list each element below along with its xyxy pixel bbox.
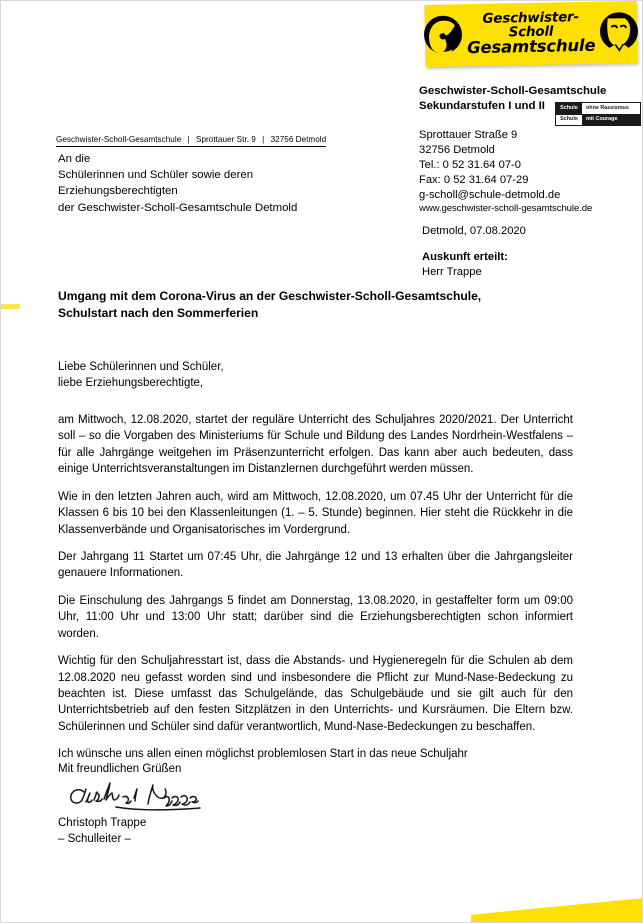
recipient-line-4: der Geschwister-Scholl-Gesamtschule Detmold <box>58 201 298 214</box>
recipient-address <box>58 151 297 216</box>
school-name-line-2: Sekundarstufen I und II <box>419 100 545 113</box>
sender-separator-1: | <box>187 135 190 144</box>
address-street: Sprottauer Straße 9 <box>419 129 518 142</box>
email-address: g-scholl@schule-detmold.de <box>419 188 561 201</box>
accent-shape-bottom-right <box>471 896 643 922</box>
phone-number: Tel.: 0 52 31.64 07-0 <box>419 158 522 171</box>
letter-closing <box>58 761 220 848</box>
letter-body <box>58 359 573 774</box>
recipient-line-3: Erziehungsberechtigten <box>58 185 178 198</box>
body-paragraph-2: Wie in den letzten Jahren auch, wird am Mittwoch, 12.08.2020, um 07.45 Uhr der Unterricht für die Klassen 6 bis 10 bei den Klassenleitungen (1. – 5. Stunde) beginnen. Hier steht die Rückkehr in die Klassenverbände und Organisatorisches im Vordergrund. <box>58 490 573 536</box>
letter-date: Detmold, 07.08.2020 <box>422 225 526 238</box>
scholl-portrait-right-icon <box>599 10 640 55</box>
accent-bar-left <box>1 304 20 309</box>
salutation-line-2: liebe Erziehungsberechtigte, <box>58 377 204 390</box>
badge-row2-value: mit Courage <box>582 115 640 126</box>
website-url: www.geschwister-scholl-gesamtschule.de <box>419 202 593 214</box>
contact-person-label: Auskunft erteilt: <box>422 251 508 264</box>
school-name-line-1: Geschwister-Scholl-Gesamtschule <box>419 85 607 97</box>
body-paragraph-1: am Mittwoch, 12.08.2020, startet der reguläre Unterricht des Schuljahres 2020/2021. Der Unterricht soll – so die Vorgaben des Ministeriums für Schule und Bildung des Landes Nordrhein-Westfalens – für alle Jahrgänge weitgehen im Präsenzunterricht erfolgen. Das kann aber auch bedeuten, dass einige Unterrichtsveranstaltungen im Distanzlernen durchgeführt werden müssen. <box>58 413 573 476</box>
salutation-line-1: Liebe Schülerinnen und Schüler, <box>58 361 224 373</box>
logo-line-2: Gesamtschule <box>466 36 596 58</box>
contact-person-name: Herr Trappe <box>422 266 482 279</box>
body-paragraph-5: Wichtig für den Schuljahresstart ist, dass die Abstands- und Hygieneregeln für die Schulen ab dem 12.08.2020 neu gefasst worden sind und insbesondere die Pflicht zur Mund-Nase-Bedeckung zu beachten ist. Diese umfasst das Schulgelände, das Schulgebäude und sie gilt auch für den Unterrichtsbetrieb auf den festen Sitzplätzen in den Unterrichts- und Kursräumen. Die Eltern bzw. Schülerinnen und Schüler sind dafür verantwortlich, Mund-Nase-Bedeckungen zu beschaffen. <box>58 655 573 733</box>
sender-return-address <box>56 135 326 147</box>
subject-line-2: Schulstart nach den Sommerferien <box>58 306 259 321</box>
letter-subject <box>58 288 573 323</box>
salutation <box>58 359 573 392</box>
school-logo <box>424 1 637 67</box>
badge-row1-key: Schule <box>556 103 582 114</box>
body-paragraph-4: Die Einschulung des Jahrgangs 5 findet am Donnerstag, 13.08.2020, in gestaffelter form um 09:00 Uhr, 11:00 Uhr und 13:00 Uhr statt; darüber sind die Erziehungsberechtigten schon informiert worden. <box>58 594 573 640</box>
handwritten-signature-icon <box>60 780 220 814</box>
recipient-line-1: An die <box>58 153 91 165</box>
sender-part-1: Geschwister-Scholl-Gesamtschule <box>56 135 182 144</box>
badge-row2-key: Schule <box>556 115 582 126</box>
address-city: 32756 Detmold <box>419 143 495 156</box>
sender-separator-2: | <box>262 135 265 144</box>
sender-part-3: 32756 Detmold <box>270 135 327 144</box>
schule-ohne-rassismus-badge <box>555 102 641 126</box>
address-lines <box>419 128 639 215</box>
badge-row1-value: ohne Rassismus <box>586 104 629 111</box>
recipient-line-2: Schülerinnen und Schüler sowie deren <box>58 169 254 182</box>
logo-line-1: Geschwister-Scholl <box>482 8 580 41</box>
body-paragraph-6: Ich wünsche uns allen einen möglichst problemlosen Start in das neue Schuljahr <box>58 748 468 761</box>
body-paragraph-3: Der Jahrgang 11 Startet um 07:45 Uhr, die Jahrgänge 12 und 13 erhalten über die Jahrgangsleiter genauere Informationen. <box>58 550 573 580</box>
sender-part-2: Sprottauer Str. 9 <box>196 135 256 144</box>
signer-name: Christoph Trappe <box>58 816 147 829</box>
contact-person-block <box>419 250 639 280</box>
fax-number: Fax: 0 52 31.64 07-29 <box>419 173 529 186</box>
closing-greeting: Mit freundlichen Grüßen <box>58 763 182 775</box>
scholl-portrait-left-icon <box>422 13 463 58</box>
signer-role: – Schulleiter – <box>58 833 131 846</box>
subject-line-1: Umgang mit dem Corona-Virus an der Geschwister-Scholl-Gesamtschule, <box>58 289 482 303</box>
logo-wordmark <box>466 8 596 58</box>
